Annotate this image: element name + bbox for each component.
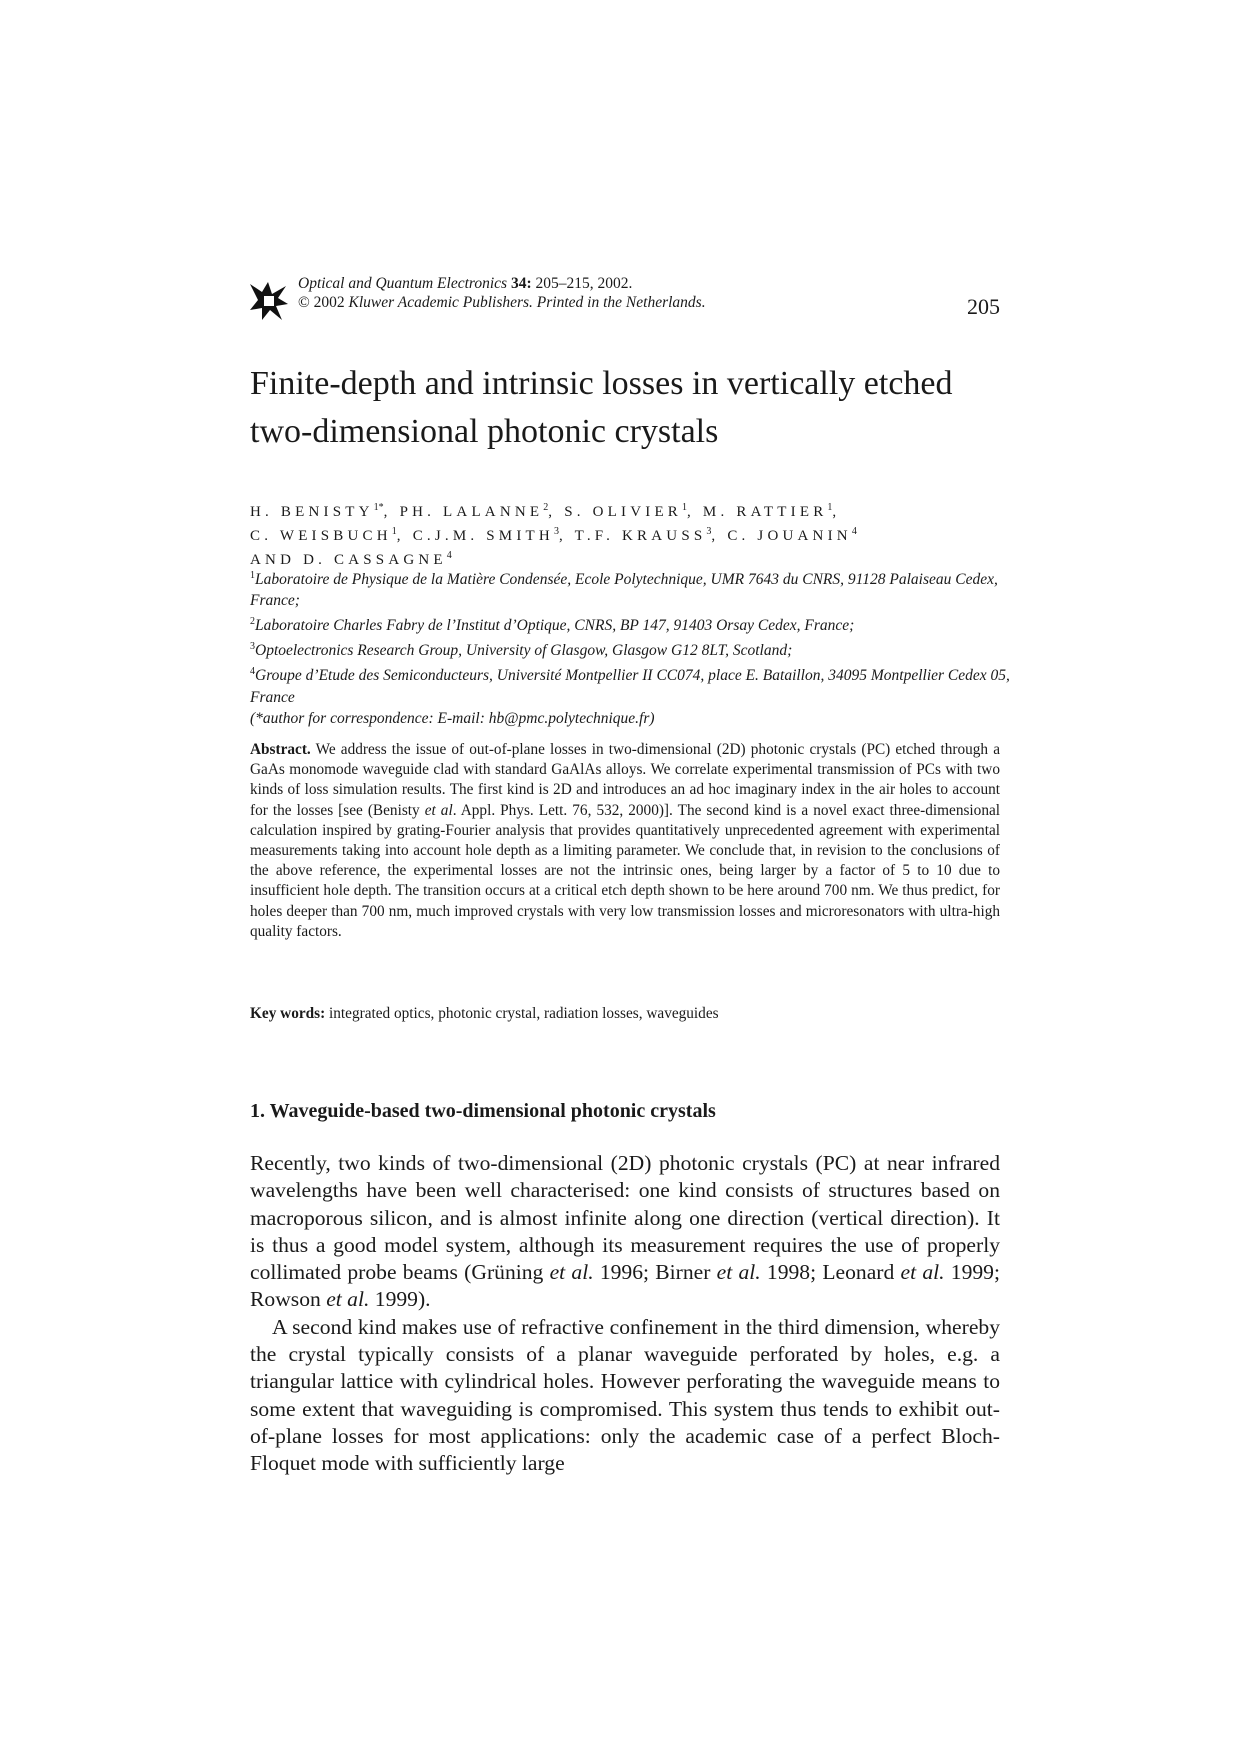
- journal-name: Optical and Quantum Electronics: [298, 275, 508, 292]
- author-list: H. $BENISTY^{1*}$, PH. LALANNE$^2$, S. OLIVIER$^1$, M. RATTIER$^1$, C. WEISBUCH$^1$, C.J.M. SMITH$^3$, T.F. KRAUSS$^3$, C. JOUANIN$^4$ AND D. CASSAGNE$^4$: [250, 502, 857, 568]
- journal-pages: 205–215, 2002.: [531, 275, 633, 292]
- keywords: Key words: integrated optics, photonic crystal, radiation losses, waveguides: [250, 1005, 719, 1022]
- affiliation-2: $^2$Laboratoire Charles Fabry de l’Institut d’Optique, CNRS, BP 147, 91403 Orsay Cedex, France;: [250, 616, 855, 635]
- paragraph: A second kind makes use of refractive confinement in the third dimension, whereby the crystal typically consists of a planar waveguide perforated by holes, e.g. a triangular lattice with cylindrical holes. However perforating the waveguide means to some extent that waveguiding is compromised. This system thus tends to exhibit out-of-plane losses for most applications: only the academic case of a perfect Bloch-Floquet mode with sufficiently large: [250, 1314, 1000, 1476]
- author: C.J.M. SMITH: [412, 528, 554, 544]
- correspondence-note: (*author for correspondence: E-mail: hb@pmc.polytechnique.fr): [250, 709, 655, 727]
- author: T.F. KRAUSS: [574, 528, 707, 544]
- author-and: AND: [250, 552, 296, 568]
- keywords-label: Key words:: [250, 1005, 326, 1022]
- author: PH. LALANNE: [399, 504, 544, 520]
- author: M. RATTIER: [702, 504, 828, 520]
- title-line-2: two-dimensional photonic crystals: [250, 413, 719, 450]
- paragraph: Recently, two kinds of two-dimensional (2D) photonic crystals (PC) at near infrared wavelengths have been well characterised: one kind consists of structures based on macroporous silicon, and is almost infinite along one direction (vertical direction). It is thus a good model system, although its measurement requires the use of properly collimated probe beams (Grüning et al. 1996; Birner et al. 1998; Leonard et al. 1999; Rowson et al. 1999).: [250, 1151, 1000, 1312]
- affiliation-3: $^3$Optoelectronics Research Group, University of Glasgow, Glasgow G12 8LT, Scotland;: [250, 641, 793, 660]
- paper-title: [250, 360, 1010, 456]
- author: S. OLIVIER: [564, 504, 683, 520]
- journal-citation: [298, 274, 706, 312]
- author: C. WEISBUCH: [250, 528, 392, 544]
- section-body: [250, 1150, 1000, 1478]
- kluwer-logo-icon: [248, 280, 290, 322]
- author: C. JOUANIN: [727, 528, 852, 544]
- affiliation-4: $^4$Groupe d’Etude des Semiconducteurs, Université Montpellier II CC074, place E. Bataillon, 34095 Montpellier Cedex 05, France: [250, 666, 1010, 706]
- abstract-label: Abstract.: [250, 741, 311, 758]
- section-heading: 1. Waveguide-based two-dimensional photonic crystals: [250, 1100, 716, 1122]
- author: D. CASSAGNE: [303, 552, 447, 568]
- copyright: © 2002: [298, 294, 349, 311]
- journal-volume: 34:: [510, 275, 532, 292]
- abstract: Abstract. We address the issue of out-of-plane losses in two-dimensional (2D) photonic crystals (PC) etched through a GaAs monomode waveguide clad with standard GaAlAs alloys. We correlate experimental transmission of PCs with two kinds of loss simulation results. The first kind is 2D and introduces an ad hoc imaginary index in the air holes to account for the losses [see (Benisty et al. Appl. Phys. Lett. 76, 532, 2000)]. The second kind is a novel exact three-dimensional calculation inspired by grating-Fourier analysis that provides quantitatively unprecedented agreement with experimental measurements taking into account hole depth as a limiting parameter. We conclude that, in revision to the conclusions of the above reference, the experimental losses are not the intrinsic ones, being larger by a factor of 5 to 10 due to insufficient hole depth. The transition occurs at a critical etch depth shown to be here around 700 nm. We thus predict, for holes deeper than 700 nm, much improved crystals with very low transmission losses and microresonators with ultra-high quality factors.: [250, 741, 1001, 940]
- page-number: 205: [967, 294, 1000, 319]
- affiliation-1: $^1$Laboratoire de Physique de la Matière Condensée, Ecole Polytechnique, UMR 7643 du CNRS, 91128 Palaiseau Cedex, France;: [250, 570, 998, 610]
- title-line-1: Finite-depth and intrinsic losses in vertically etched: [250, 365, 953, 402]
- affiliations: [250, 565, 1010, 729]
- author: H. BENISTY: [250, 504, 374, 520]
- publisher-line: Kluwer Academic Publishers. Printed in the Netherlands.: [348, 294, 706, 311]
